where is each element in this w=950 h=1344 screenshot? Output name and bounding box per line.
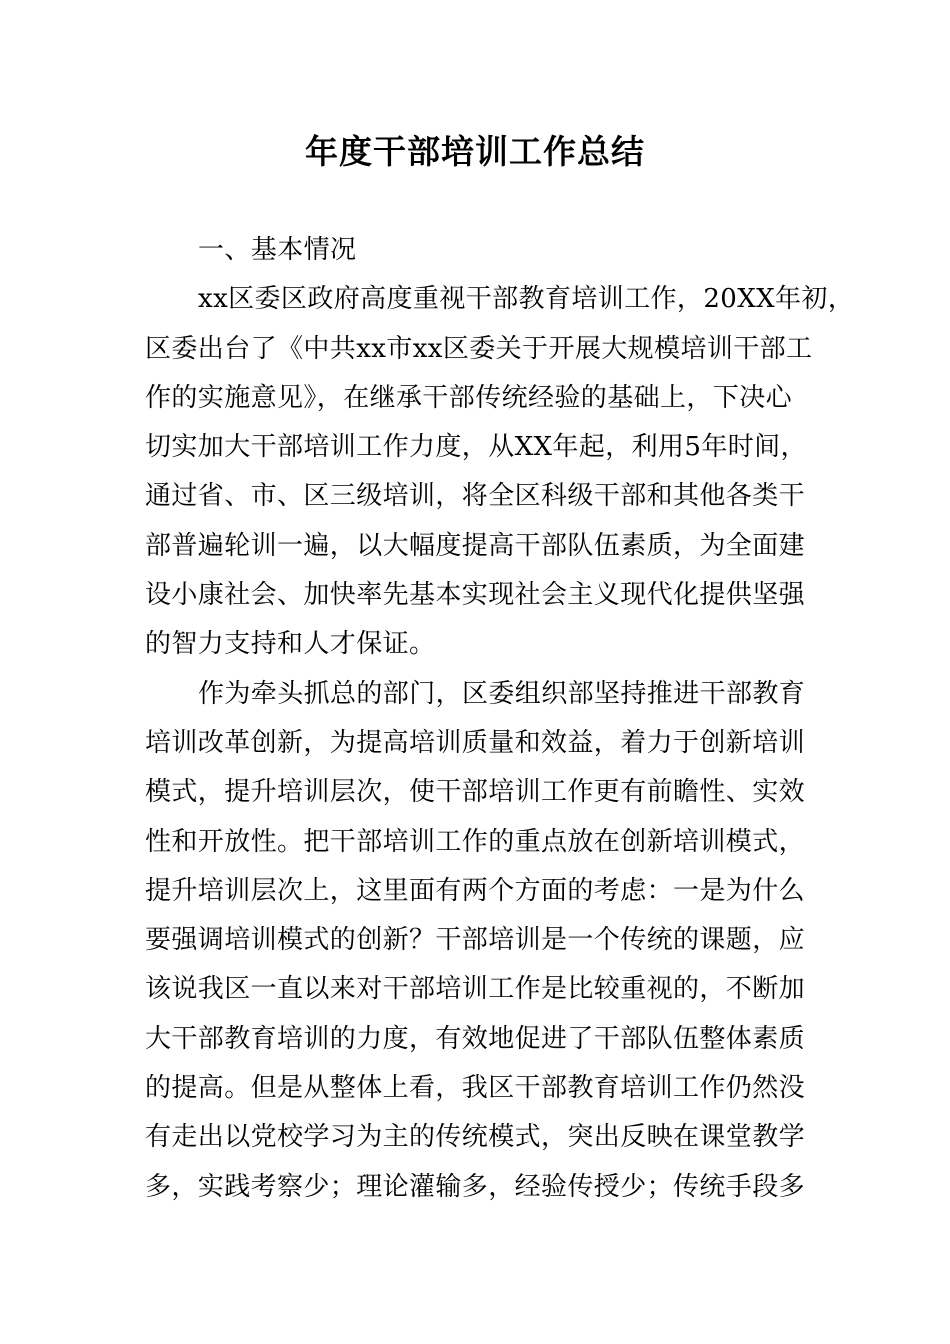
paragraph-line: 通过省、市、区三级培训，将全区科级干部和其他各类干 <box>145 481 806 512</box>
paragraph-line: 要强调培训模式的创新？干部培训是一个传统的课题，应 <box>145 925 806 956</box>
paragraph-line: 性和开放性。把干部培训工作的重点放在创新培训模式， <box>145 826 806 857</box>
paragraph-line: 设小康社会、加快率先基本实现社会主义现代化提供坚强 <box>145 580 806 611</box>
paragraph-line: 多，实践考察少；理论灌输多，经验传授少；传统手段多 <box>145 1171 806 1202</box>
paragraph-line: 该说我区一直以来对干部培训工作是比较重视的，不断加 <box>145 974 806 1005</box>
paragraph-line: 作的实施意见》，在继承干部传统经验的基础上，下决心 <box>145 382 793 413</box>
paragraph-line: 的智力支持和人才保证。 <box>145 629 436 660</box>
paragraph-line: 作为牵头抓总的部门，区委组织部坚持推进干部教育 <box>198 678 806 709</box>
paragraph-line: xx区委区政府高度重视干部教育培训工作，20XX年初， <box>198 284 855 315</box>
paragraph-line: 模式，提升培训层次，使干部培训工作更有前瞻性、实效 <box>145 777 806 808</box>
paragraph-line: 提升培训层次上，这里面有两个方面的考虑：一是为什么 <box>145 875 806 906</box>
document-title: 年度干部培训工作总结 <box>305 132 645 171</box>
paragraph-line: 有走出以党校学习为主的传统模式，突出反映在课堂教学 <box>145 1122 806 1153</box>
paragraph-line: 培训改革创新，为提高培训质量和效益，着力于创新培训 <box>145 727 806 758</box>
paragraph-line: 的提高。但是从整体上看，我区干部教育培训工作仍然没 <box>145 1073 806 1104</box>
paragraph-line: 大干部教育培训的力度，有效地促进了干部队伍整体素质 <box>145 1023 806 1054</box>
paragraph-line: 部普遍轮训一遍，以大幅度提高干部队伍素质，为全面建 <box>145 530 806 561</box>
section-heading: 一、基本情况 <box>198 235 357 265</box>
document-body <box>145 226 855 1212</box>
paragraph-line: 切实加大干部培训工作力度，从XX年起，利用5年时间， <box>145 432 807 463</box>
paragraph-line: 区委出台了《中共xx市xx区委关于开展大规模培训干部工 <box>145 333 813 364</box>
